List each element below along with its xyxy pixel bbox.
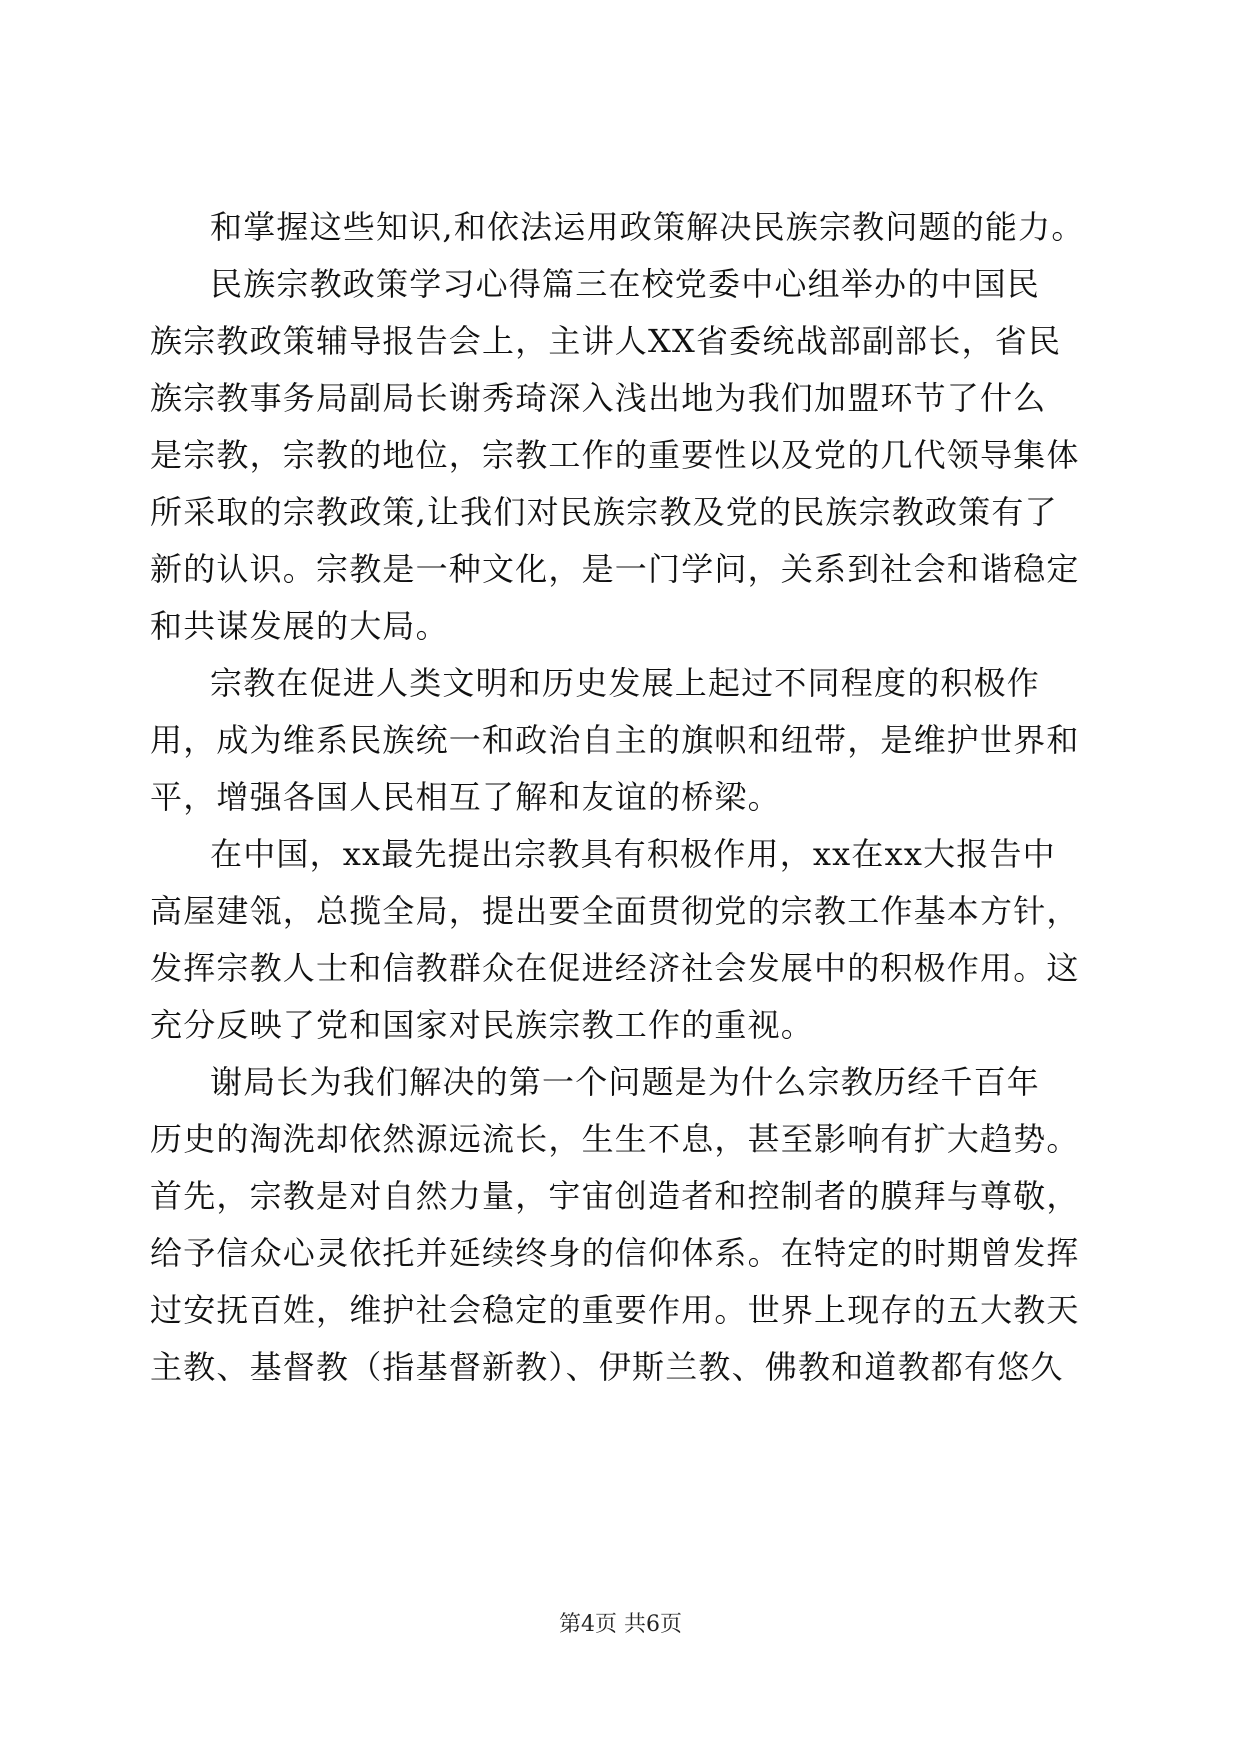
- text-line: 给予信众心灵依托并延续终身的信仰体系。在特定的时期曾发挥: [150, 1234, 1080, 1272]
- text-line: 族宗教政策辅导报告会上，主讲人XX省委统战部副部长，省民: [150, 322, 1062, 360]
- text-line: 首先，宗教是对自然力量，宇宙创造者和控制者的膜拜与尊敬，: [150, 1177, 1080, 1215]
- text-line: 高屋建瓴，总揽全局，提出要全面贯彻党的宗教工作基本方针，: [150, 892, 1080, 930]
- text-line: 和掌握这些知识,和依法运用政策解决民族宗教问题的能力。: [210, 208, 1085, 246]
- paragraph-first-line: 在中国，xx最先提出宗教具有积极作用，xx在xx大报告中: [210, 835, 1056, 873]
- paragraph-first-line: 民族宗教政策学习心得篇三在校党委中心组举办的中国民: [210, 265, 1041, 303]
- text-line: 充分反映了党和国家对民族宗教工作的重视。: [150, 1006, 815, 1044]
- text-line: 和共谋发展的大局。: [150, 607, 449, 645]
- text-line: 主教、基督教（指基督新教）、伊斯兰教、佛教和道教都有悠久: [150, 1348, 1064, 1386]
- paragraph-first-line: 宗教在促进人类文明和历史发展上起过不同程度的积极作: [210, 664, 1041, 702]
- text-line: 平，增强各国人民相互了解和友谊的桥梁。: [150, 778, 781, 816]
- text-line: 族宗教事务局副局长谢秀琦深入浅出地为我们加盟环节了什么: [150, 379, 1047, 417]
- text-line: 用，成为维系民族统一和政治自主的旗帜和纽带，是维护世界和: [150, 721, 1080, 759]
- text-line: 新的认识。宗教是一种文化，是一门学问，关系到社会和谐稳定: [150, 550, 1080, 588]
- text-line: 历史的淘洗却依然源远流长，生生不息，甚至影响有扩大趋势。: [150, 1120, 1080, 1158]
- page-number-footer: 第4页 共6页: [559, 1612, 682, 1637]
- text-line: 所采取的宗教政策,让我们对民族宗教及党的民族宗教政策有了: [150, 493, 1058, 531]
- text-line: 过安抚百姓，维护社会稳定的重要作用。世界上现存的五大教天: [150, 1291, 1080, 1329]
- text-line: 是宗教，宗教的地位，宗教工作的重要性以及党的几代领导集体: [150, 436, 1080, 474]
- paragraph-first-line: 谢局长为我们解决的第一个问题是为什么宗教历经千百年: [210, 1063, 1041, 1101]
- text-line: 发挥宗教人士和信教群众在促进经济社会发展中的积极作用。这: [150, 949, 1080, 987]
